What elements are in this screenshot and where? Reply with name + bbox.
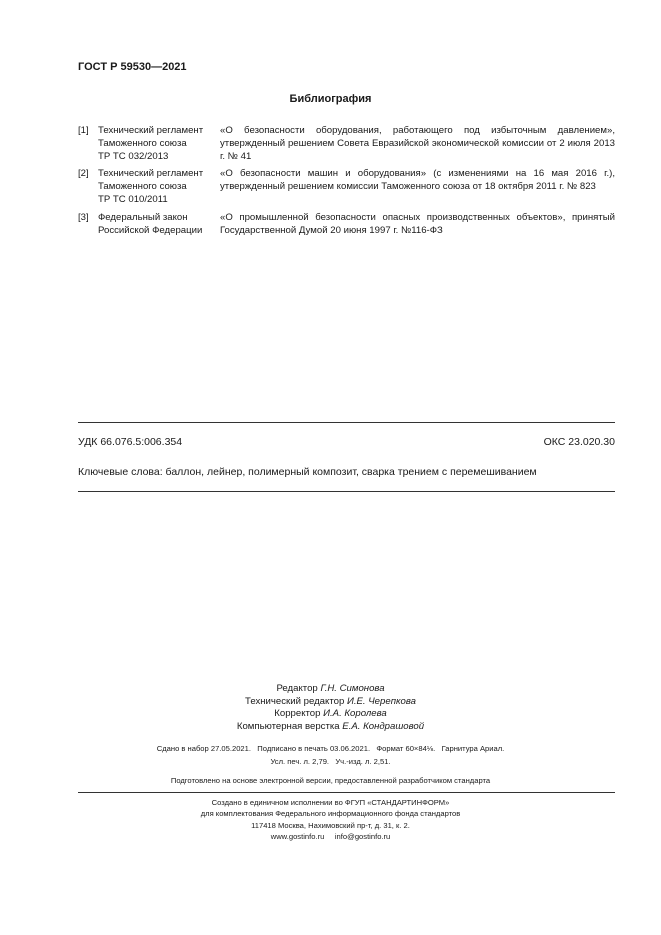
credit-name: Е.А. Кондрашовой [342, 720, 425, 732]
entry-number: [2] [78, 168, 89, 179]
credit-line [0, 696, 661, 709]
credit-line [0, 708, 661, 721]
oks-code: ОКС 23.020.30 [543, 436, 615, 448]
credit-name: Г.Н. Симонова [320, 683, 385, 694]
standard-number: ГОСТ Р 59530—2021 [78, 61, 187, 73]
credit-role: Компьютерная верстка [236, 720, 340, 732]
udk-code: УДК 66.076.5:006.354 [78, 436, 183, 448]
entry-document [98, 167, 216, 206]
publisher-line: www.gostinfo.ru info@gostinfo.ru [270, 831, 391, 841]
credit-line [0, 721, 661, 734]
entry-description: «О безопасности оборудования, работающего под избыточным давлением», утвержденный решением Совета Евразийской экономической комиссии от 2 июля 2013 г. № 41 [220, 125, 615, 162]
entry-number: [3] [78, 212, 89, 223]
print-info [0, 742, 661, 768]
entry-document-line: ТР ТС 032/2013 [98, 151, 169, 162]
print-info-line: Сдано в набор 27.05.2021. Подписано в печать 03.06.2021. Формат 60×84⅛. Гарнитура Ариал. [156, 744, 505, 753]
prepared-note: Подготовлено на основе электронной версии, предоставленной разработчиком стандарта [170, 776, 491, 785]
credit-role: Технический редактор [245, 695, 345, 707]
entry-document-line: Федеральный закон [98, 212, 188, 223]
publisher-info [0, 797, 661, 842]
credit-role: Корректор [274, 708, 321, 719]
publisher-line: 117418 Москва, Нахимовский пр-т, д. 31, к. 2. [251, 820, 410, 830]
entry-document [98, 124, 216, 163]
entry-document-line: Таможенного союза [98, 138, 187, 149]
entry-document-line: Таможенного союза [98, 181, 187, 192]
entry-document-line: Технический регламент [98, 168, 204, 179]
section-title: Библиография [289, 93, 372, 105]
divider-top [78, 422, 615, 423]
credit-role: Редактор [276, 683, 318, 694]
publisher-line: для комплектования Федерального информационного фонда стандартов [200, 809, 461, 819]
credit-name: И.Е. Черепкова [346, 695, 416, 707]
keywords: Ключевые слова: баллон, лейнер, полимерный композит, сварка трением с перемешиванием [78, 466, 537, 478]
entry-document-line: Российской Федерации [98, 225, 203, 236]
credit-name: И.А. Королева [323, 708, 387, 719]
entry-description: «О промышленной безопасности опасных производственных объектов», принятый Государственной Думой 20 июня 1997 г. №116-ФЗ [220, 212, 615, 236]
entry-document [98, 211, 216, 237]
publisher-line: Создано в единичном исполнении во ФГУП «СТАНДАРТИНФОРМ» [211, 798, 450, 807]
entry-document-line: ТР ТС 010/2011 [98, 194, 168, 205]
bibliography-list [0, 124, 661, 244]
credit-line [0, 683, 661, 696]
entry-document-line: Технический регламент [98, 125, 204, 136]
entry-description: «О безопасности машин и оборудования» (с изменениями на 16 мая 2016 г.), утвержденный решением комиссии Таможенного союза от 18 октября 2011 г. № 823 [220, 168, 615, 192]
divider-bottom [78, 491, 615, 492]
credits [0, 683, 661, 733]
entry-number: [1] [78, 125, 89, 136]
print-info-line: Усл. печ. л. 2,79. Уч.-изд. л. 2,51. [270, 757, 391, 766]
divider-publisher [78, 792, 615, 793]
